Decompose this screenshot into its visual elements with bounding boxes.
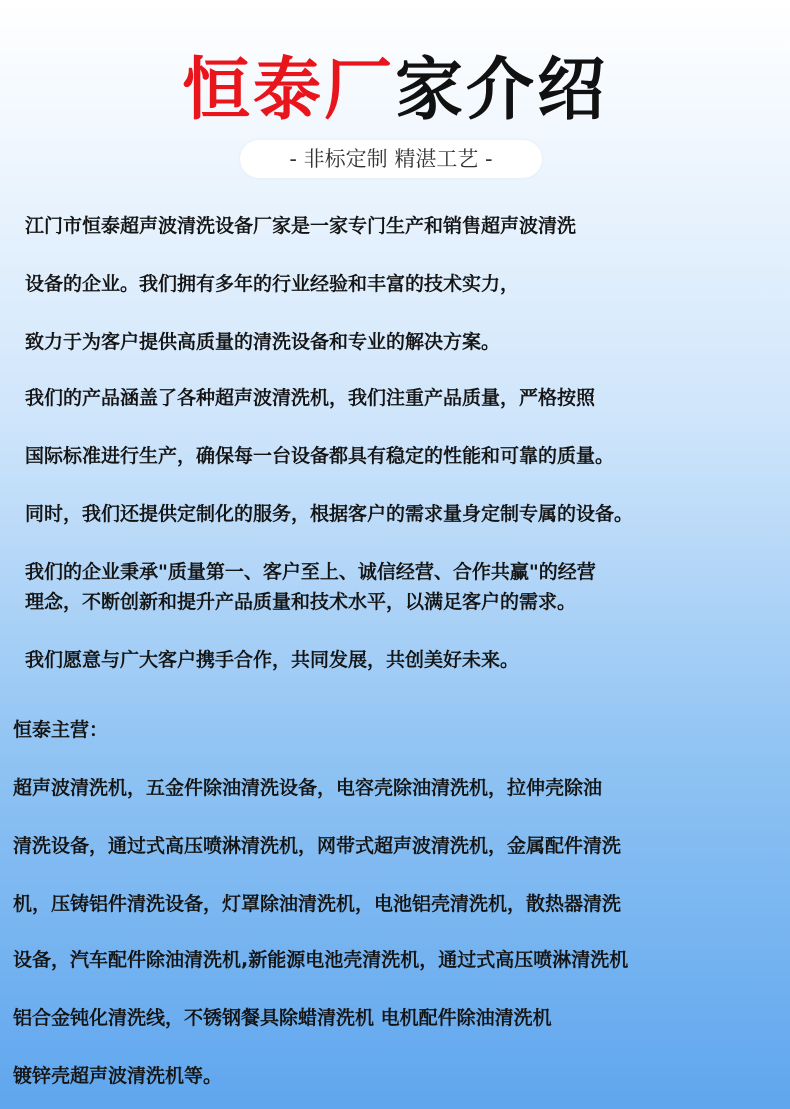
business-line: 清洗设备，通过式高压喷淋清洗机，网带式超声波清洗机，金属配件清洗 bbox=[13, 835, 622, 857]
business-line: 设备，汽车配件除油清洗机,新能源电池壳清洗机，通过式高压喷淋清洗机 bbox=[13, 949, 629, 971]
intro-line: 江门市恒泰超声波清洗设备厂家是一家专门生产和销售超声波清洗 bbox=[25, 215, 577, 237]
intro-line: 我们的产品涵盖了各种超声波清洗机，我们注重产品质量，严格按照 bbox=[25, 387, 596, 409]
intro-line: 理念，不断创新和提升产品质量和技术水平，以满足客户的需求。 bbox=[25, 591, 577, 613]
intro-line: 我们愿意与广大客户携手合作，共同发展，共创美好未来。 bbox=[25, 649, 520, 671]
page-title bbox=[0, 50, 790, 132]
business-heading: 恒泰主营： bbox=[13, 719, 109, 741]
business-line: 镀锌壳超声波清洗机等。 bbox=[13, 1065, 223, 1087]
intro-line: 我们的企业秉承"质量第一、客户至上、诚信经营、合作共赢"的经营 bbox=[25, 561, 596, 583]
intro-line: 同时，我们还提供定制化的服务，根据客户的需求量身定制专属的设备。 bbox=[25, 503, 634, 525]
business-line: 超声波清洗机，五金件除油清洗设备，电容壳除油清洗机，拉伸壳除油 bbox=[13, 777, 603, 799]
intro-line: 设备的企业。我们拥有多年的行业经验和丰富的技术实力， bbox=[25, 273, 520, 295]
title-dark-part: 家介绍 bbox=[395, 51, 609, 130]
intro-line: 国际标准进行生产，确保每一台设备都具有稳定的性能和可靠的质量。 bbox=[25, 445, 615, 467]
business-line: 铝合金钝化清洗线，不锈钢餐具除蜡清洗机 电机配件除油清洗机 bbox=[13, 1007, 552, 1029]
business-line: 机，压铸铝件清洗设备，灯罩除油清洗机，电池铝壳清洗机，散热器清洗 bbox=[13, 893, 622, 915]
title-red-part: 恒泰厂 bbox=[181, 51, 395, 130]
subtitle-pill: - 非标定制 精湛工艺 - bbox=[240, 140, 542, 178]
intro-line: 致力于为客户提供高质量的清洗设备和专业的解决方案。 bbox=[25, 331, 501, 353]
